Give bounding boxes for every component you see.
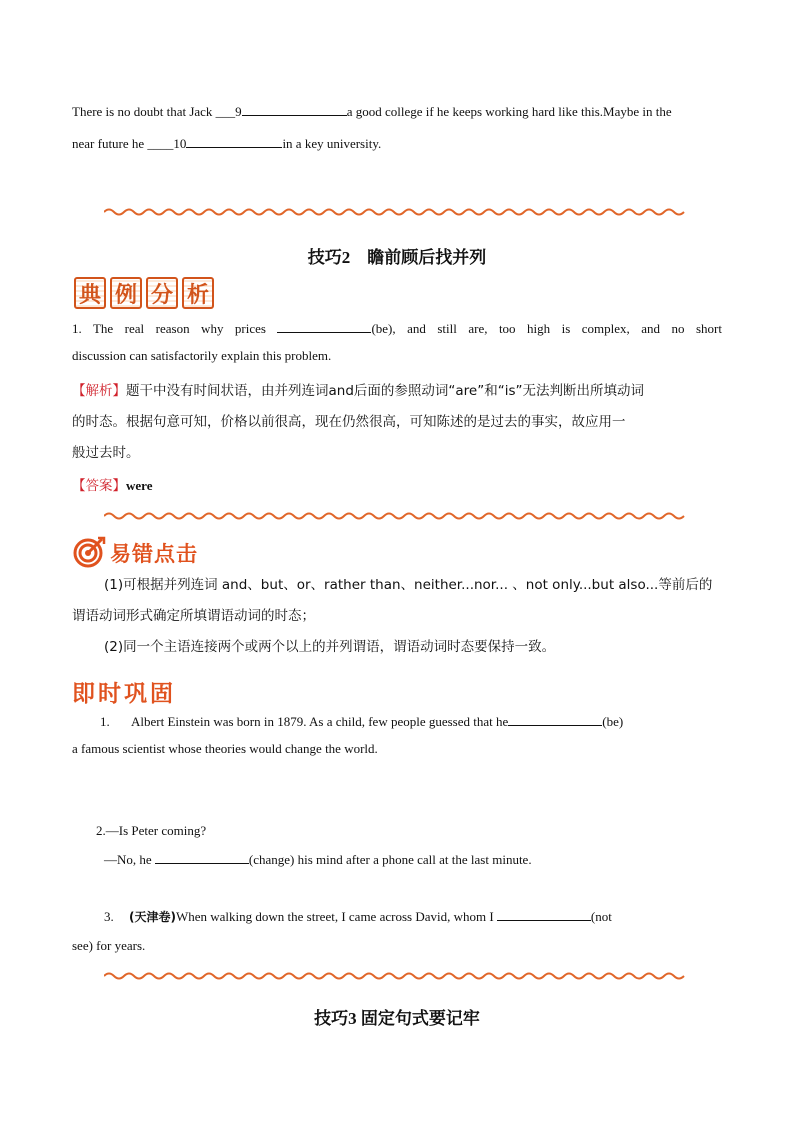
tip-item-1-line1: (1)可根据并列连词 and、but、or、rather than、neither...nor... 、not only...but also...等前后的 — [104, 577, 713, 593]
answer-label: 【答案】 — [72, 478, 126, 494]
example-analysis-badge — [74, 277, 218, 311]
target-icon — [72, 536, 106, 568]
q2-blank[interactable] — [155, 850, 249, 864]
badge-char-1: 典 — [74, 277, 106, 309]
q3-text-a: When walking down the street, I came across David, whom I — [175, 909, 494, 924]
example-text-b: (be), and still are, too high is complex, and no short — [371, 321, 722, 336]
blank-10[interactable] — [186, 134, 282, 148]
q3-source-tag: (天津卷) — [129, 910, 176, 924]
q3-number: 3. — [104, 909, 114, 924]
answer-line — [72, 477, 152, 495]
q1-text-a: Albert Einstein was born in 1879. As a child, few people guessed that he — [131, 714, 509, 729]
practice-q1-line2: a famous scientist whose theories would change the world. — [72, 741, 378, 756]
example-blank[interactable] — [277, 319, 371, 333]
question-9-10-line1 — [72, 102, 672, 121]
tip-item-1-line2: 谓语动词形式确定所填谓语动词的时态； — [72, 608, 315, 624]
analysis-line1 — [72, 382, 644, 400]
example-question-line1 — [72, 319, 722, 338]
analysis-label: 【解析】 — [72, 383, 126, 399]
section-title-tip2: 技巧2 瞻前顾后找并列 — [307, 248, 487, 267]
practice-heading: 即时巩固 — [72, 681, 176, 707]
q1-number: 1. — [100, 714, 110, 729]
tip-item-2: (2)同一个主语连接两个或两个以上的并列谓语，谓语动词时态要保持一致。 — [104, 639, 556, 655]
practice-q3-line1 — [104, 907, 612, 926]
q1-text-b: (be) — [602, 714, 624, 729]
q3-blank[interactable] — [497, 907, 591, 921]
section-title-tip3: 技巧3 固定句式要记牢 — [314, 1009, 480, 1028]
example-text-a: 1. The real reason why prices — [72, 321, 266, 336]
tips-heading-text: 易错点击 — [110, 542, 198, 566]
wavy-divider — [104, 971, 690, 981]
q2-text-a: —No, he — [104, 852, 152, 867]
example-question-line2: discussion can satisfactorily explain this problem. — [72, 348, 332, 363]
analysis-line2: 的时态。根据句意可知，价格以前很高，现在仍然很高，可知陈述的是过去的事实，故应用一 — [72, 414, 626, 430]
q3-text-b: (not — [590, 909, 612, 924]
answer-value: were — [126, 478, 153, 493]
badge-char-4: 析 — [182, 277, 214, 309]
q10-text-b: in a key university. — [282, 136, 382, 151]
badge-char-2: 例 — [110, 277, 142, 309]
practice-q1-line1 — [100, 712, 623, 731]
analysis-line3: 般过去时。 — [72, 445, 140, 461]
practice-q2-line2 — [104, 850, 532, 869]
q9-text-b: a good college if he keeps working hard like this.Maybe in the — [346, 104, 672, 119]
practice-q3-line2: see) for years. — [72, 938, 146, 953]
q2-text-b: (change) his mind after a phone call at the last minute. — [248, 852, 532, 867]
badge-char-3: 分 — [146, 277, 178, 309]
wavy-divider — [104, 207, 690, 217]
q10-text-a: near future he ____10 — [72, 136, 187, 151]
analysis-text-1: 题干中没有时间状语，由并列连词and后面的参照动词“are”和“is”无法判断出所填动词 — [126, 383, 644, 399]
question-9-10-line2 — [72, 134, 381, 153]
blank-9[interactable] — [242, 102, 347, 116]
q1-blank[interactable] — [508, 712, 602, 726]
q9-text-a: There is no doubt that Jack ___9 — [72, 104, 242, 119]
wavy-divider — [104, 511, 690, 521]
practice-q2-line1: 2.—Is Peter coming? — [96, 823, 207, 838]
